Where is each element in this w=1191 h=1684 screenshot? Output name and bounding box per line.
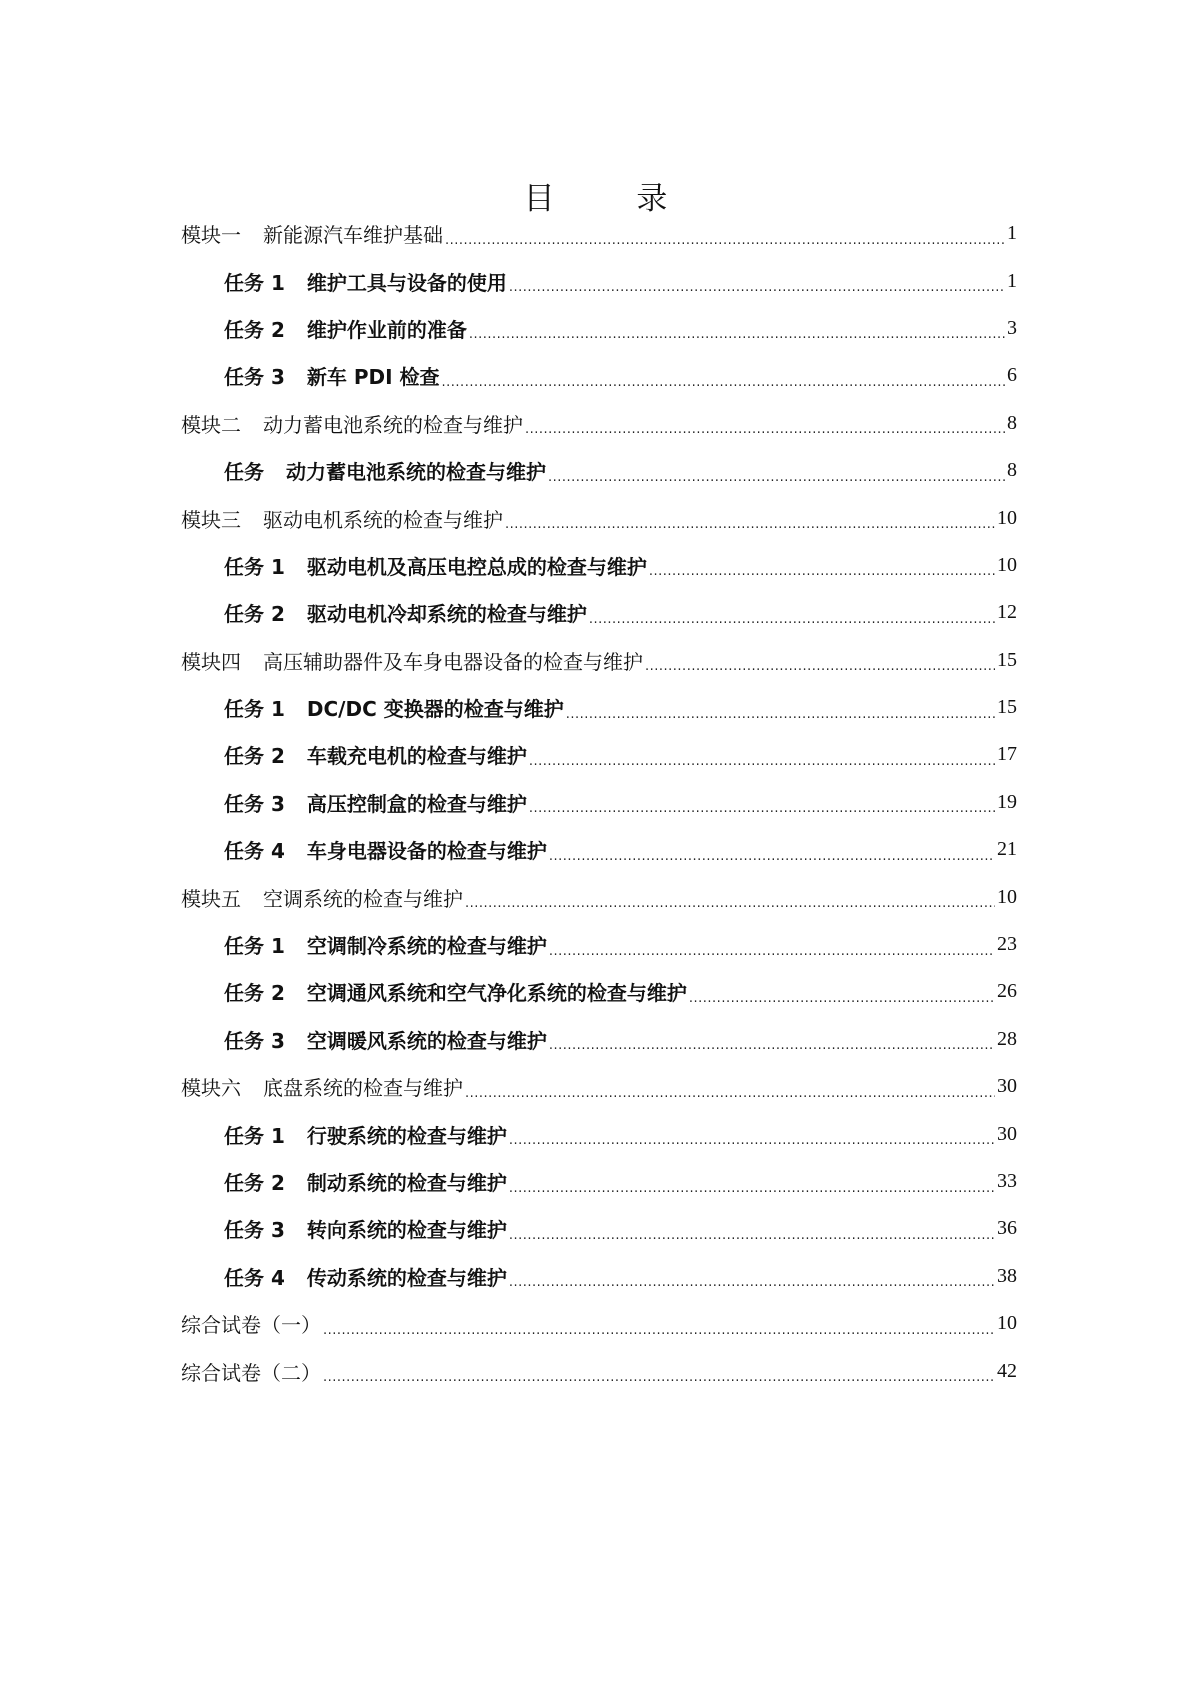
dot-leader <box>566 699 995 721</box>
toc-module-entry[interactable] <box>181 637 1017 684</box>
toc-page-number: 1 <box>1007 222 1017 245</box>
toc-entry-title: 维护作业前的准备 <box>306 317 467 342</box>
toc-entry-label: 任务 2 <box>224 981 285 1006</box>
toc-entry-label: 任务 2 <box>224 1171 285 1195</box>
toc-entry-title: DC/DC 变换器的检查与维护 <box>306 697 564 722</box>
toc-page-number: 1 <box>1007 269 1017 292</box>
toc-entry-title: 综合试卷（二） <box>181 1360 321 1385</box>
toc-entry-title: 驱动电机系统的检查与维护 <box>263 507 503 532</box>
toc-page-number: 36 <box>997 1217 1017 1240</box>
toc-entry-label: 模块二 <box>181 412 241 437</box>
toc-task-entry[interactable] <box>181 1158 1017 1205</box>
toc-entry-label: 任务 3 <box>224 791 285 816</box>
toc-task-entry[interactable] <box>181 589 1017 636</box>
dot-leader <box>649 556 995 578</box>
toc-task-entry[interactable] <box>181 968 1017 1015</box>
toc-entry-title: 车身电器设备的检查与维护 <box>306 839 547 864</box>
toc-task-entry[interactable] <box>181 1016 1017 1063</box>
toc-page-number: 26 <box>997 980 1017 1003</box>
toc-entry-title: 空调制冷系统的检查与维护 <box>306 934 547 959</box>
dot-leader <box>529 746 995 768</box>
toc-entry-title: 高压控制盒的检查与维护 <box>306 791 527 816</box>
toc-entry-title: 空调系统的检查与维护 <box>263 886 463 911</box>
toc-task-entry[interactable] <box>181 826 1017 873</box>
dot-leader <box>549 841 995 863</box>
toc-entry-label: 模块四 <box>181 649 241 674</box>
dot-leader <box>645 651 995 673</box>
toc-task-entry[interactable] <box>181 542 1017 589</box>
toc-page-number: 6 <box>1007 364 1017 387</box>
toc-entry-label: 任务 3 <box>224 1218 285 1243</box>
dot-leader <box>689 983 995 1005</box>
toc-entry-title: 转向系统的检查与维护 <box>306 1218 507 1243</box>
toc-page-number: 28 <box>997 1027 1017 1050</box>
toc-task-entry[interactable] <box>181 921 1017 968</box>
toc-entry-label: 任务 3 <box>224 1028 285 1053</box>
toc-page-number: 15 <box>997 696 1017 719</box>
toc-page-number: 10 <box>997 506 1017 529</box>
toc-entry-label: 模块六 <box>181 1076 241 1101</box>
toc-entry-title: 空调通风系统和空气净化系统的检查与维护 <box>306 981 687 1006</box>
dot-leader <box>505 509 995 531</box>
toc-entry-title: 动力蓄电池系统的检查与维护 <box>263 412 523 437</box>
dot-leader <box>549 936 995 958</box>
toc-entry-label: 任务 4 <box>224 839 285 864</box>
toc-page-number: 10 <box>997 1312 1017 1335</box>
toc-task-entry[interactable] <box>181 1205 1017 1252</box>
toc-entry-label: 任务 1 <box>224 697 285 722</box>
toc-page-number: 42 <box>997 1359 1017 1382</box>
toc-page-number: 33 <box>997 1170 1017 1192</box>
table-of-contents <box>181 210 1017 1395</box>
toc-entry-label: 任务 1 <box>224 270 285 295</box>
toc-page-number: 30 <box>997 1122 1017 1145</box>
toc-page-number: 12 <box>997 601 1017 624</box>
toc-entry-title: 新能源汽车维护基础 <box>263 223 443 248</box>
toc-entry-title: 传动系统的检查与维护 <box>306 1265 507 1290</box>
toc-page-number: 8 <box>1007 459 1017 482</box>
toc-entry-label: 任务 2 <box>224 744 285 769</box>
dot-leader <box>548 462 1005 484</box>
toc-module-entry[interactable] <box>181 1347 1017 1394</box>
toc-task-entry[interactable] <box>181 1253 1017 1300</box>
dot-leader <box>469 319 1005 341</box>
toc-entry-label: 任务 <box>224 460 264 485</box>
dot-leader <box>509 1173 995 1195</box>
toc-entry-title: 综合试卷（一） <box>181 1313 321 1338</box>
toc-entry-title: 驱动电机冷却系统的检查与维护 <box>306 602 587 627</box>
dot-leader <box>323 1362 995 1384</box>
toc-page-number: 23 <box>997 933 1017 956</box>
toc-entry-title: 行驶系统的检查与维护 <box>306 1123 507 1148</box>
toc-task-entry[interactable] <box>181 779 1017 826</box>
toc-page-number: 38 <box>997 1264 1017 1287</box>
toc-task-entry[interactable] <box>181 447 1017 494</box>
toc-entry-label: 任务 1 <box>224 934 285 959</box>
dot-leader <box>465 1078 995 1100</box>
dot-leader <box>465 888 995 910</box>
toc-page-number: 3 <box>1007 316 1017 339</box>
toc-module-entry[interactable] <box>181 210 1017 257</box>
toc-module-entry[interactable] <box>181 1063 1017 1110</box>
dot-leader <box>323 1315 995 1337</box>
toc-entry-label: 任务 1 <box>224 554 285 579</box>
dot-leader <box>445 225 1005 247</box>
toc-task-entry[interactable] <box>181 1110 1017 1157</box>
toc-module-entry[interactable] <box>181 1300 1017 1347</box>
dot-leader <box>549 1030 995 1052</box>
toc-page-number: 17 <box>997 743 1017 766</box>
toc-task-entry[interactable] <box>181 305 1017 352</box>
toc-module-entry[interactable] <box>181 494 1017 541</box>
toc-task-entry[interactable] <box>181 257 1017 304</box>
toc-module-entry[interactable] <box>181 873 1017 920</box>
toc-entry-label: 任务 2 <box>224 317 285 342</box>
toc-entry-title: 车载充电机的检查与维护 <box>306 744 527 769</box>
toc-title: 目 录 <box>523 180 704 217</box>
toc-task-entry[interactable] <box>181 352 1017 399</box>
toc-entry-label: 模块一 <box>181 223 241 248</box>
toc-task-entry[interactable] <box>181 684 1017 731</box>
toc-entry-label: 任务 1 <box>224 1123 285 1148</box>
dot-leader <box>509 1220 995 1242</box>
toc-page-number: 15 <box>997 648 1017 671</box>
dot-leader <box>509 272 1005 294</box>
dot-leader <box>509 1125 995 1147</box>
toc-entry-title: 维护工具与设备的使用 <box>306 270 507 295</box>
toc-entry-label: 任务 3 <box>224 365 285 390</box>
toc-entry-title: 新车 PDI 检查 <box>306 365 440 390</box>
dot-leader <box>509 1267 995 1289</box>
toc-entry-title: 驱动电机及高压电控总成的检查与维护 <box>306 554 647 579</box>
toc-page-number: 8 <box>1007 411 1017 434</box>
toc-page-number: 30 <box>997 1075 1017 1098</box>
toc-entry-title: 制动系统的检查与维护 <box>306 1171 507 1195</box>
toc-page-number: 10 <box>997 553 1017 576</box>
dot-leader <box>525 414 1005 436</box>
toc-entry-label: 模块五 <box>181 886 241 911</box>
dot-leader <box>442 367 1005 389</box>
toc-page-number: 10 <box>997 885 1017 908</box>
toc-module-entry[interactable] <box>181 400 1017 447</box>
toc-entry-label: 模块三 <box>181 507 241 532</box>
toc-page-number: 21 <box>997 838 1017 861</box>
dot-leader <box>529 793 995 815</box>
dot-leader <box>589 604 995 626</box>
toc-entry-title: 高压辅助器件及车身电器设备的检查与维护 <box>263 649 643 674</box>
toc-entry-label: 任务 2 <box>224 602 285 627</box>
toc-page-number: 19 <box>997 790 1017 813</box>
toc-entry-title: 底盘系统的检查与维护 <box>263 1076 463 1101</box>
toc-entry-title: 动力蓄电池系统的检查与维护 <box>286 460 546 485</box>
toc-entry-label: 任务 4 <box>224 1265 285 1290</box>
toc-task-entry[interactable] <box>181 731 1017 778</box>
toc-entry-title: 空调暖风系统的检查与维护 <box>306 1028 547 1053</box>
